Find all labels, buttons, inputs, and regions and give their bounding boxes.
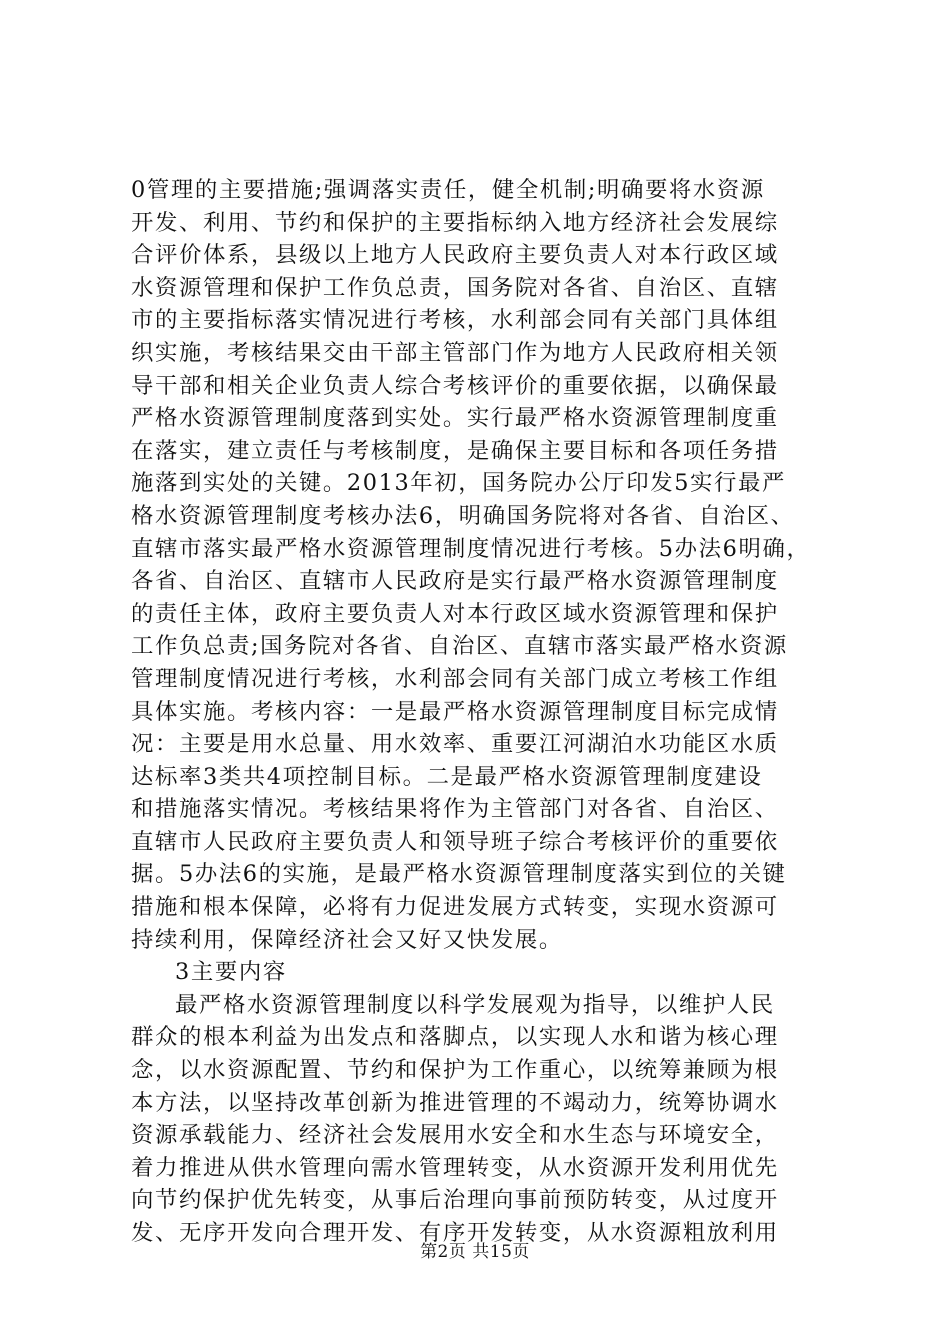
text-line: 具体实施。考核内容：一是最严格水资源管理制度目标完成情 (131, 698, 779, 725)
text-line: 向节约保护优先转变，从事后治理向事前预防转变，从过度开 (131, 1187, 779, 1214)
text-line: 0管理的主要措施;强调落实责任，健全机制;明确要将水资源 (131, 177, 765, 203)
text-line: 据。5办法6的实施，是最严格水资源管理制度落实到位的关键 (131, 861, 787, 888)
text-line: 资源承载能力、经济社会发展用水安全和水生态与环境安全， (131, 1122, 779, 1149)
text-line: 直辖市落实最严格水资源管理制度情况进行考核。5办法6明确， (131, 535, 811, 562)
text-line: 的责任主体，政府主要负责人对本行政区域水资源管理和保护 (131, 600, 779, 627)
text-line: 达标率3类共4项控制目标。二是最严格水资源管理制度建设 (131, 763, 763, 790)
text-line: 开发、利用、节约和保护的主要指标纳入地方经济社会发展综 (131, 209, 779, 236)
text-line: 市的主要指标落实情况进行考核，水利部会同有关部门具体组 (131, 307, 779, 334)
text-line: 水资源管理和保护工作负总责，国务院对各省、自治区、直辖 (131, 274, 779, 301)
text-line: 发、无序开发向合理开发、有序开发转变，从水资源粗放利用 (131, 1220, 779, 1246)
section-heading: 3主要内容 (175, 959, 287, 986)
text-line: 持续利用，保障经济社会又好又快发展。 (131, 926, 563, 953)
text-line: 格水资源管理制度考核办法6，明确国务院将对各省、自治区、 (131, 502, 795, 529)
text-line: 群众的根本利益为出发点和落脚点，以实现人水和谐为核心理 (131, 1024, 779, 1051)
text-line: 导干部和相关企业负责人综合考核评价的重要依据，以确保最 (131, 372, 779, 399)
text-line: 念，以水资源配置、节约和保护为工作重心，以统筹兼顾为根 (131, 1057, 779, 1084)
text-line: 直辖市人民政府主要负责人和领导班子综合考核评价的重要依 (131, 828, 779, 855)
text-line: 措施和根本保障，必将有力促进发展方式转变，实现水资源可 (131, 894, 779, 921)
text-line: 况：主要是用水总量、用水效率、重要江河湖泊水功能区水质 (131, 731, 779, 758)
text-line: 严格水资源管理制度落到实处。实行最严格水资源管理制度重 (131, 405, 779, 432)
text-line: 管理制度情况进行考核，水利部会同有关部门成立考核工作组 (131, 665, 779, 692)
text-line: 各省、自治区、直辖市人民政府是实行最严格水资源管理制度 (131, 568, 779, 595)
text-line: 本方法，以坚持改革创新为推进管理的不竭动力，统筹协调水 (131, 1089, 779, 1116)
text-line: 在落实，建立责任与考核制度，是确保主要目标和各项任务措 (131, 437, 779, 464)
page-number-footer: 第2页 共15页 (420, 1242, 530, 1262)
text-line: 着力推进从供水管理向需水管理转变，从水资源开发利用优先 (131, 1154, 779, 1181)
text-line: 和措施落实情况。考核结果将作为主管部门对各省、自治区、 (131, 796, 779, 823)
text-line: 工作负总责;国务院对各省、自治区、直辖市落实最严格水资源 (131, 633, 788, 660)
text-line: 织实施，考核结果交由干部主管部门作为地方人民政府相关领 (131, 339, 779, 366)
text-line: 合评价体系，县级以上地方人民政府主要负责人对本行政区域 (131, 242, 779, 269)
text-line: 施落到实处的关键。2013年初，国务院办公厅印发5实行最严 (131, 470, 787, 497)
text-line: 最严格水资源管理制度以科学发展观为指导，以维护人民 (175, 991, 775, 1018)
document-body (131, 174, 831, 1250)
